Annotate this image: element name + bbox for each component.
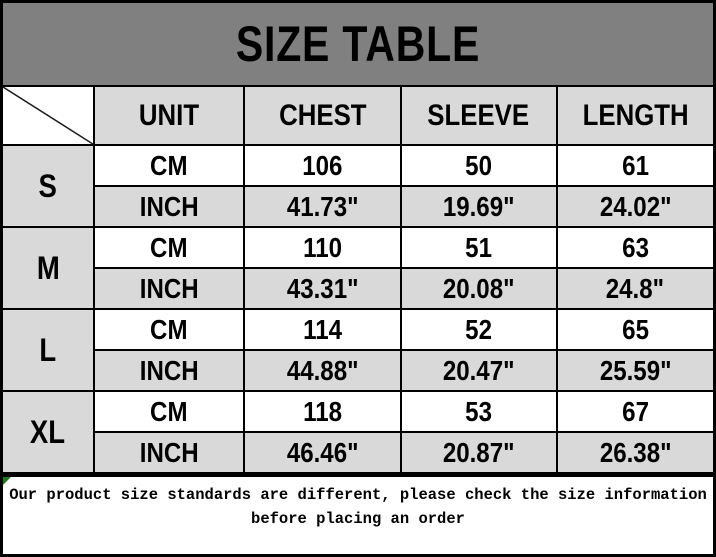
unit-cell: INCH (94, 350, 245, 391)
chest-value: 44.88" (244, 350, 400, 391)
column-header-sleeve: SLEEVE (401, 87, 557, 145)
table-row-m-inch (3, 268, 713, 309)
table-row-s-inch (3, 186, 713, 227)
chest-value: 110 (244, 227, 400, 268)
chest-value: 118 (244, 391, 400, 432)
length-value: 26.38" (557, 432, 713, 473)
length-value: 65 (557, 309, 713, 350)
chest-value: 41.73" (244, 186, 400, 227)
title-band (3, 3, 713, 87)
unit-cell: CM (94, 227, 245, 268)
footer-note (3, 474, 713, 554)
size-label-xl: XL (3, 391, 94, 473)
column-header-length: LENGTH (557, 87, 713, 145)
length-value: 61 (557, 145, 713, 186)
table-row-l-inch (3, 350, 713, 391)
table-row-m-cm (3, 227, 713, 268)
sleeve-value: 51 (401, 227, 557, 268)
sleeve-value: 53 (401, 391, 557, 432)
table-row-s-cm (3, 145, 713, 186)
length-value: 25.59" (557, 350, 713, 391)
sleeve-value: 19.69" (401, 186, 557, 227)
header-row (3, 87, 713, 145)
column-header-chest: CHEST (244, 87, 400, 145)
diagonal-line-icon (3, 87, 93, 144)
chest-value: 43.31" (244, 268, 400, 309)
page-title: SIZE TABLE (235, 16, 481, 72)
table-row-l-cm (3, 309, 713, 350)
unit-cell: INCH (94, 186, 245, 227)
size-label-l: L (3, 309, 94, 391)
unit-cell: CM (94, 309, 245, 350)
unit-cell: INCH (94, 432, 245, 473)
length-value: 24.02" (557, 186, 713, 227)
sleeve-value: 20.87" (401, 432, 557, 473)
corner-marker-icon (3, 477, 11, 485)
diagonal-header-cell (3, 87, 94, 145)
size-table (3, 87, 713, 474)
unit-cell: CM (94, 391, 245, 432)
chest-value: 114 (244, 309, 400, 350)
length-value: 67 (557, 391, 713, 432)
chest-value: 46.46" (244, 432, 400, 473)
sleeve-value: 52 (401, 309, 557, 350)
chest-value: 106 (244, 145, 400, 186)
size-label-m: M (3, 227, 94, 309)
table-row-xl-inch (3, 432, 713, 473)
length-value: 63 (557, 227, 713, 268)
size-label-s: S (3, 145, 94, 227)
table-row-xl-cm (3, 391, 713, 432)
sleeve-value: 20.08" (401, 268, 557, 309)
column-header-unit: UNIT (94, 87, 245, 145)
footer-text-line2: before placing an order (251, 510, 465, 528)
sleeve-value: 50 (401, 145, 557, 186)
unit-cell: CM (94, 145, 245, 186)
unit-cell: INCH (94, 268, 245, 309)
sleeve-value: 20.47" (401, 350, 557, 391)
length-value: 24.8" (557, 268, 713, 309)
footer-text-line1: Our product size standards are different, please check the size information (9, 486, 707, 504)
